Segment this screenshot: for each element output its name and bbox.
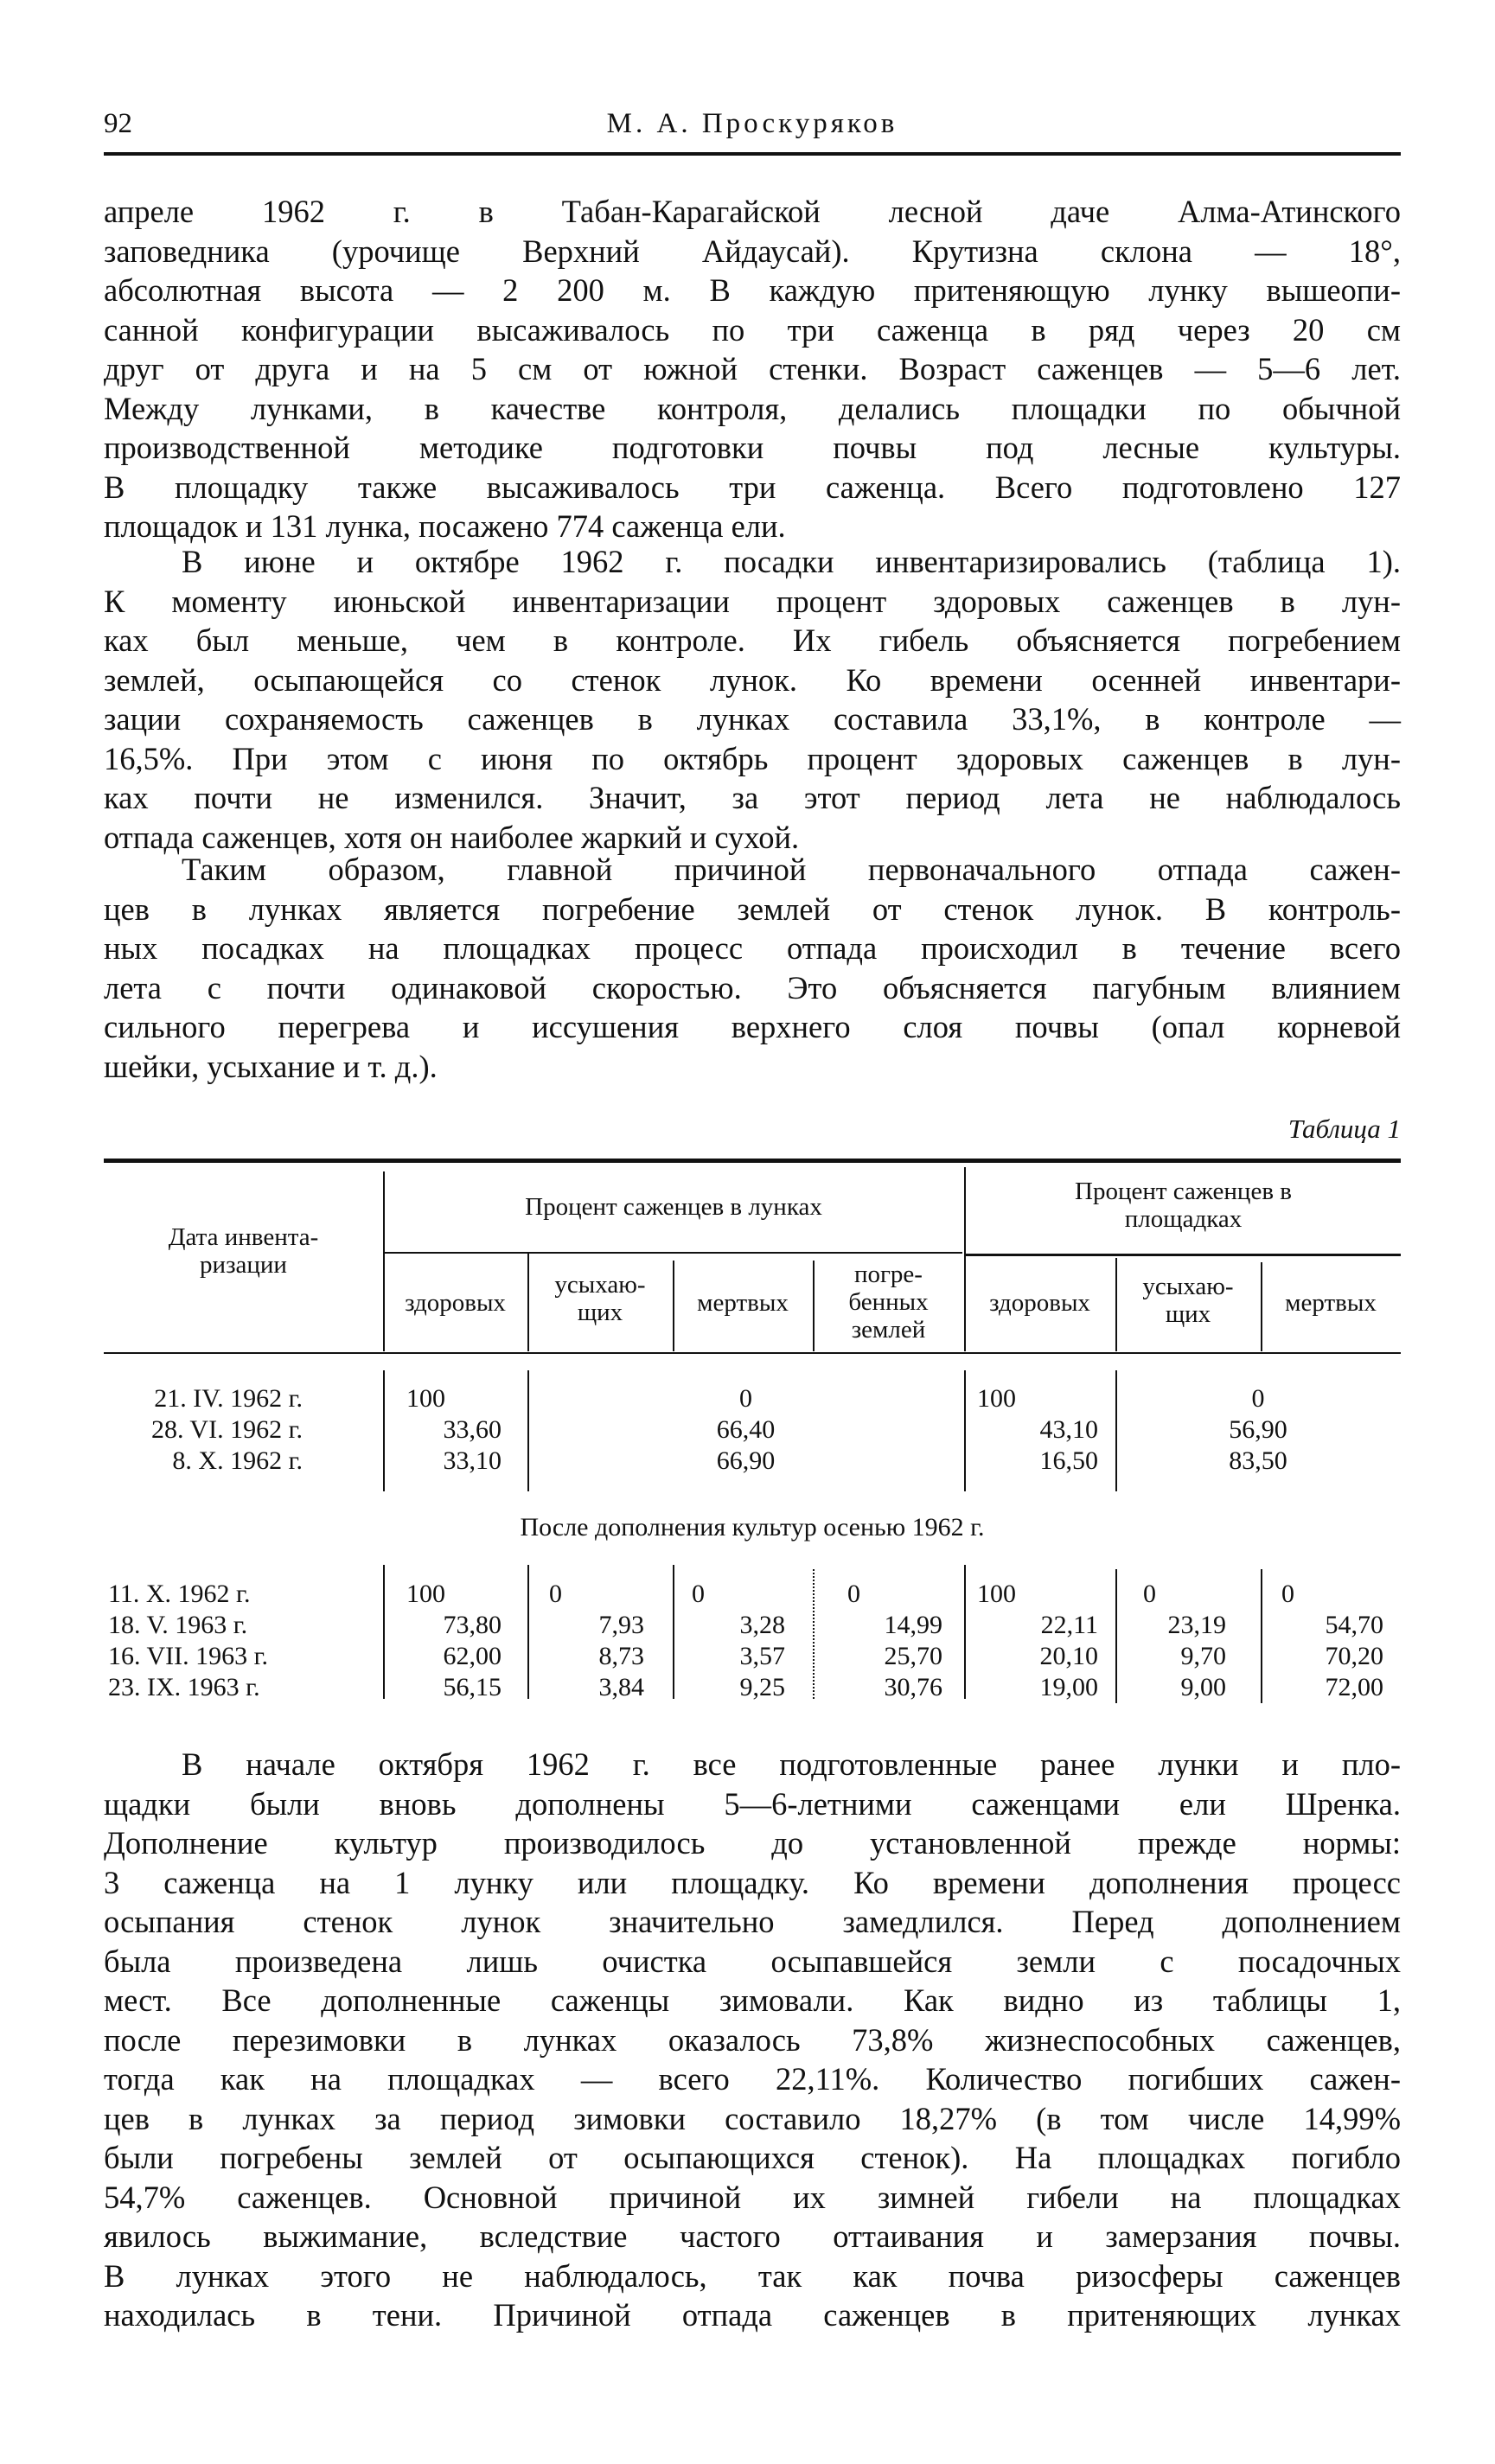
header-text: ризации xyxy=(200,1251,287,1279)
row-date: 23. IX. 1963 г. xyxy=(108,1673,260,1701)
paragraph-1 xyxy=(104,192,1401,546)
header-text: погре- xyxy=(854,1261,923,1288)
cell-value: 3,57 xyxy=(739,1642,785,1670)
text-line: ных посадках на площадках процесс отпада происходил в течение всего xyxy=(104,930,1401,966)
header-rule xyxy=(104,152,1401,156)
row-date: 8. X. 1962 г. xyxy=(172,1446,303,1475)
text-line: В начале октября 1962 г. все подготовленные ранее лунки и пло- xyxy=(182,1746,1401,1782)
cell-value: 62,00 xyxy=(443,1642,502,1670)
row-date: 21. IV. 1962 г. xyxy=(154,1384,303,1413)
cell-value: 0 xyxy=(847,1580,860,1608)
text-line: Между лунками, в качестве контроля, делались площадки по обычной xyxy=(104,390,1401,426)
cell-value: 83,50 xyxy=(1229,1446,1287,1475)
cell-value: 20,10 xyxy=(1039,1642,1098,1670)
cell-value: 3,84 xyxy=(598,1673,644,1701)
cell-value: 9,70 xyxy=(1180,1642,1226,1670)
text-line: мест. Все дополненные саженцы зимовали. Как видно из таблицы 1, xyxy=(104,1982,1401,2018)
text-line: явилось выжимание, вследствие частого оттаивания и замерзания почвы. xyxy=(104,2218,1401,2254)
cell-value: 23,19 xyxy=(1167,1611,1226,1639)
cell-value: 22,11 xyxy=(1040,1611,1098,1639)
table-section-title: После дополнения культур осенью 1962 г. xyxy=(520,1513,985,1542)
header-pl-healthy: здоровых xyxy=(989,1289,1090,1317)
text-line: зации сохраняемость саженцев в лунках составила 33,1%, в контроле — xyxy=(104,701,1401,737)
row-date: 16. VII. 1963 г. xyxy=(108,1642,269,1670)
cell-value: 33,60 xyxy=(443,1415,502,1444)
text-line: ках почти не изменился. Значит, за этот период лета не наблюдалось xyxy=(104,780,1401,815)
header-group-lunki: Процент саженцев в лунках xyxy=(525,1193,822,1221)
text-line: производственной методике подготовки почвы под лесные культуры. xyxy=(104,430,1401,465)
header-lunki-healthy: здоровых xyxy=(405,1289,506,1317)
header-text: Дата инвента- xyxy=(168,1223,319,1251)
text-line: заповедника (урочище Верхний Айдаусай). Крутизна склона — 18°, xyxy=(104,233,1401,269)
text-line: землей, осыпающейся со стенок лунок. Ко времени осенней инвентари- xyxy=(104,661,1401,698)
header-group-ploshchadki xyxy=(966,1178,1401,1233)
header-text: землей xyxy=(851,1316,926,1344)
cell-value: 19,00 xyxy=(1039,1673,1098,1701)
table-label: Таблица 1 xyxy=(1287,1114,1401,1144)
cell-value: 54,70 xyxy=(1325,1611,1383,1639)
paragraph-3 xyxy=(104,850,1401,1086)
text-line: 54,7% саженцев. Основной причиной их зимней гибели на площадках xyxy=(104,2179,1401,2215)
cell-value: 0 xyxy=(549,1580,562,1608)
text-line: друг от друга и на 5 см от южной стенки. Возраст саженцев — 5—6 лет. xyxy=(104,351,1401,386)
running-title: М. А. Проскуряков xyxy=(606,108,898,139)
page-number: 92 xyxy=(104,108,132,139)
text-line: апреле 1962 г. в Табан-Карагайской лесной даче Алма-Атинского xyxy=(104,194,1401,229)
cell-value: 100 xyxy=(406,1384,445,1413)
text-line: сильного перегрева и иссушения верхнего слоя почвы (опал корневой xyxy=(104,1009,1401,1044)
cell-value: 70,20 xyxy=(1325,1642,1383,1670)
cell-value: 56,15 xyxy=(443,1673,502,1701)
text-line: после перезимовки в лунках оказалось 73,8% жизнеспособных саженцев, xyxy=(104,2021,1401,2058)
header-text: усыхаю- xyxy=(554,1271,646,1299)
text-line: В площадку также высаживалось три саженца. Всего подготовлено 127 xyxy=(104,469,1401,505)
text-line: цев в лунках является погребение землей от стенок лунок. В контроль- xyxy=(104,890,1401,927)
text-line: находилась в тени. Причиной отпада саженцев в притеняющих лунках xyxy=(104,2297,1401,2333)
cell-value: 14,99 xyxy=(884,1611,942,1639)
text-line: цев в лунках за период зимовки составило 18,27% (в том числе 14,99% xyxy=(104,2100,1401,2136)
cell-value: 56,90 xyxy=(1229,1415,1287,1444)
text-line: щадки были вновь дополнены 5—6-летними саженцами ели Шренка. xyxy=(104,1785,1401,1822)
cell-value: 0 xyxy=(1143,1580,1156,1608)
cell-value: 43,10 xyxy=(1039,1415,1098,1444)
header-date xyxy=(104,1223,383,1279)
text-line: шейки, усыхание и т. д.). xyxy=(104,1048,438,1084)
cell-value: 66,40 xyxy=(716,1415,776,1444)
header-lunki-drying xyxy=(527,1271,673,1326)
text-line: К моменту июньской инвентаризации процент здоровых саженцев в лун- xyxy=(104,583,1401,619)
header-text: щих xyxy=(1165,1300,1211,1328)
table-top-rule xyxy=(104,1159,1401,1163)
text-line: осыпания стенок лунок значительно замедлился. Перед дополнением xyxy=(104,1904,1401,1939)
header-text: щих xyxy=(577,1299,623,1326)
table-subheader-rule xyxy=(966,1254,1401,1256)
text-line: 16,5%. При этом с июня по октябрь процент здоровых саженцев в лун- xyxy=(104,740,1401,776)
cell-value: 0 xyxy=(692,1580,705,1608)
header-text: площадках xyxy=(1124,1205,1243,1233)
cell-value: 100 xyxy=(977,1384,1016,1413)
header-lunki-buried xyxy=(813,1261,964,1344)
cell-value: 0 xyxy=(1251,1384,1265,1413)
cell-value: 16,50 xyxy=(1039,1446,1098,1475)
cell-value: 0 xyxy=(1281,1580,1294,1608)
header-text: усыхаю- xyxy=(1142,1273,1234,1300)
header-pl-dead: мертвых xyxy=(1285,1289,1377,1317)
cell-value: 8,73 xyxy=(598,1642,644,1670)
cell-value: 0 xyxy=(739,1384,752,1413)
table-subheader-rule xyxy=(385,1252,962,1254)
text-line: лета с почти одинаковой скоростью. Это объясняется пагубным влиянием xyxy=(104,969,1401,1005)
row-date: 28. VI. 1962 г. xyxy=(150,1415,303,1444)
cell-value: 73,80 xyxy=(443,1611,502,1639)
row-date: 18. V. 1963 г. xyxy=(108,1611,248,1639)
cell-value: 72,00 xyxy=(1325,1673,1383,1701)
text-line: Таким образом, главной причиной первоначального отпада сажен- xyxy=(182,852,1401,887)
text-line: тогда как на площадках — всего 22,11%. Количество погибших сажен- xyxy=(104,2061,1401,2097)
header-lunki-dead: мертвых xyxy=(697,1289,789,1317)
cell-value: 9,00 xyxy=(1180,1673,1226,1701)
header-text: бенных xyxy=(848,1288,929,1316)
text-line: Дополнение культур производилось до установленной прежде нормы: xyxy=(104,1825,1401,1861)
row-date: 11. X. 1962 г. xyxy=(108,1580,251,1608)
paragraph-2 xyxy=(104,542,1401,857)
text-line: 3 саженца на 1 лунку или площадку. Ко времени дополнения процесс xyxy=(104,1864,1401,1900)
running-header xyxy=(104,108,1401,151)
header-pl-drying xyxy=(1115,1273,1261,1328)
text-line: В лунках этого не наблюдалось, так как почва ризосферы саженцев xyxy=(104,2257,1401,2294)
cell-value: 3,28 xyxy=(739,1611,785,1639)
header-text: Процент саженцев в xyxy=(1075,1178,1292,1205)
text-line: были погребены землей от осыпающихся стенок). На площадках погибло xyxy=(104,2140,1401,2175)
text-line: В июне и октябре 1962 г. посадки инвентаризировались (таблица 1). xyxy=(182,544,1401,579)
cell-value: 100 xyxy=(977,1580,1016,1608)
paragraph-4 xyxy=(104,1745,1401,2335)
cell-value: 25,70 xyxy=(884,1642,942,1670)
cell-value: 9,25 xyxy=(739,1673,785,1701)
cell-value: 30,76 xyxy=(884,1673,942,1701)
table-header-bottom-rule xyxy=(104,1352,1401,1354)
cell-value: 7,93 xyxy=(598,1611,644,1639)
text-line: была произведена лишь очистка осыпавшейся земли с посадочных xyxy=(104,1943,1401,1979)
text-line: санной конфигурации высаживалось по три саженца в ряд через 20 см xyxy=(104,311,1401,348)
text-line: ках был меньше, чем в контроле. Их гибель объясняется погребением xyxy=(104,622,1401,658)
text-line: отпада саженцев, хотя он наиболее жаркий и сухой. xyxy=(104,819,800,855)
text-line: площадок и 131 лунка, посажено 774 саженца ели. xyxy=(104,508,786,544)
cell-value: 33,10 xyxy=(443,1446,502,1475)
cell-value: 100 xyxy=(406,1580,445,1608)
text-line: абсолютная высота — 2 200 м. В каждую притеняющую лунку вышеопи- xyxy=(104,272,1401,308)
cell-value: 66,90 xyxy=(716,1446,776,1475)
